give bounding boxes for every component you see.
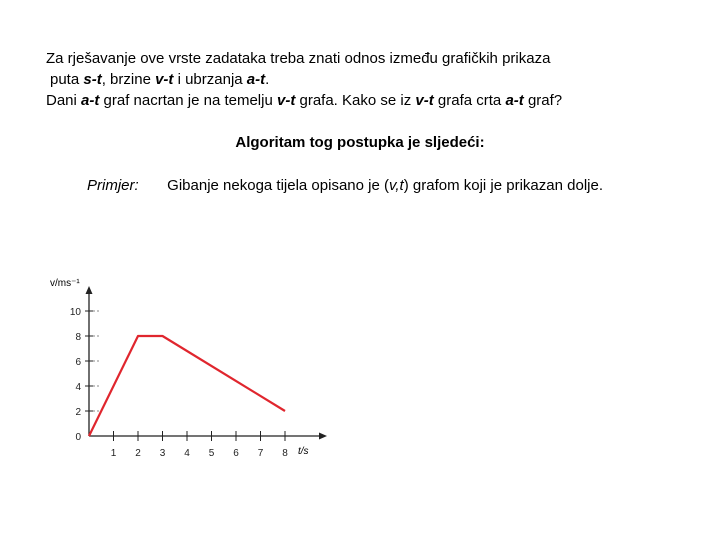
example-text (167, 177, 603, 194)
y-axis-label: v/ms⁻¹ (50, 278, 80, 289)
text: ) grafom koji je prikazan dolje. (403, 177, 603, 194)
graph-v-t: v-t (155, 71, 174, 88)
x-tick-label: 7 (257, 448, 264, 459)
y-axis-arrow (86, 286, 93, 294)
example-line (87, 177, 603, 194)
text: Gibanje nekoga tijela opisano je ( (167, 177, 389, 194)
graph-a-t: a-t (81, 92, 100, 109)
graph-s-t: s-t (83, 71, 102, 88)
text: graf nacrtan je na temelju (99, 92, 277, 109)
algorithm-heading: Algoritam tog postupka je sljedeći: (235, 134, 485, 151)
chart-series (89, 336, 285, 436)
graph-v-t: v-t (276, 92, 296, 109)
example-label: Primjer: (87, 177, 139, 194)
graph-a-t: a-t (246, 71, 266, 88)
y-tick-label: 4 (75, 382, 81, 393)
intro-line-3 (46, 90, 706, 111)
y-tick-label: 8 (75, 332, 81, 343)
x-axis-ticks (111, 431, 289, 459)
y-tick-label: 6 (75, 357, 81, 368)
intro-line-2 (46, 69, 706, 90)
text: . (265, 71, 270, 88)
text: , brzine (101, 71, 156, 88)
text: grafa crta (433, 92, 506, 109)
x-tick-label: 5 (208, 448, 215, 459)
x-tick-label: 3 (159, 448, 166, 459)
intro-line-1: Za rješavanje ove vrste zadataka treba znati odnos između grafičkih prikaza (46, 50, 551, 67)
x-axis-arrow (319, 433, 327, 440)
text: i ubrzanja (173, 71, 247, 88)
x-axis-label: t/s (298, 446, 309, 457)
graph-v-t: v-t (415, 92, 434, 109)
intro-text (46, 48, 706, 111)
x-tick-label: 6 (233, 448, 239, 459)
y-tick-label: 2 (75, 407, 81, 418)
x-tick-label: 8 (282, 448, 288, 459)
graph-a-t: a-t (505, 92, 524, 109)
x-tick-label: 1 (110, 448, 117, 459)
y-tick-label: 0 (75, 432, 81, 443)
velocity-line (89, 336, 285, 436)
text: Dani (46, 92, 82, 109)
y-tick-label: 10 (69, 307, 81, 318)
text: graf? (523, 92, 563, 109)
x-tick-label: 4 (184, 448, 190, 459)
text: puta (50, 71, 84, 88)
x-tick-label: 2 (135, 448, 141, 459)
example-variable: v,t (389, 177, 404, 194)
v-t-chart (40, 268, 330, 468)
text: grafa. Kako se iz (295, 92, 416, 109)
